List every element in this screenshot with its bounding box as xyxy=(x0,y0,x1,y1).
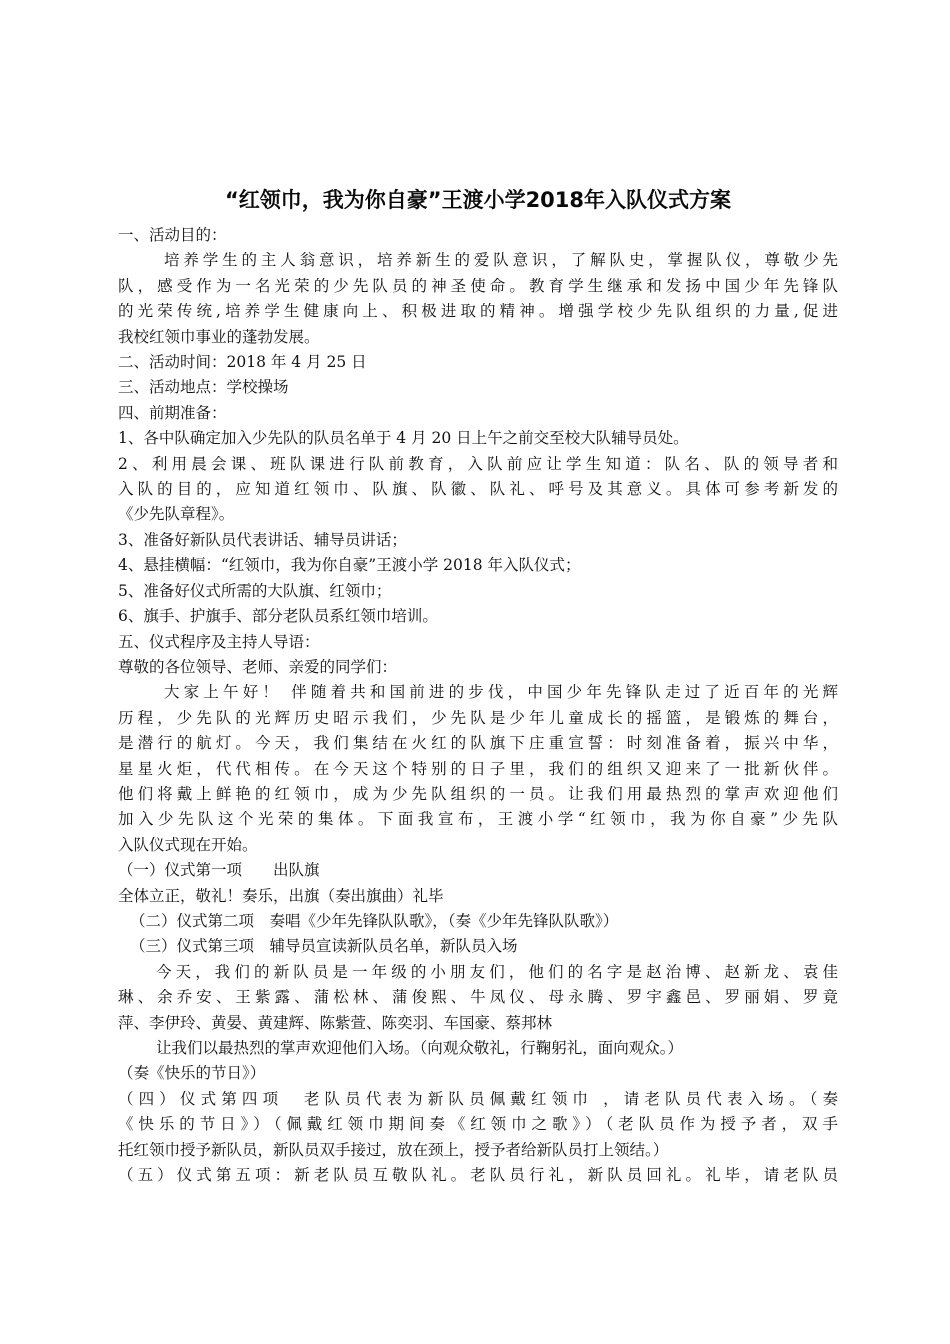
speech-line: 是潜行的航灯。今天，我们集结在火红的队旗下庄重宣誓：时刻准备着，振兴中华， xyxy=(118,734,838,753)
name-list-line: 萍、李伊玲、黄晏、黄建辉、陈紫萱、陈奕羽、车国豪、蔡邦林 xyxy=(118,1013,553,1032)
document-body xyxy=(118,223,838,1188)
ceremony-detail: 托红领巾授予新队员，新队员双手接过，放在颈上，授予者给新队员打上领结。） xyxy=(118,1140,669,1159)
ceremony-detail: （奏《快乐的节日》） xyxy=(118,1064,266,1083)
ceremony-detail: 《快乐的节日》）（佩戴红领巾期间奏《红领巾之歌》）（老队员作为授予者，双手 xyxy=(118,1115,838,1134)
section-heading-location: 三、活动地点：学校操场 xyxy=(118,378,289,397)
list-item: 1、各中队确定加入少先队的队员名单于 4 月 20 日上午之前交至校大队辅导员处。 xyxy=(118,429,689,448)
section-heading-procedure: 五、仪式程序及主持人导语： xyxy=(118,632,320,651)
paragraph-line: 队，感受作为一名光荣的少先队员的神圣使命。教育学生继承和发扬中国少年先锋队 xyxy=(118,276,838,295)
speech-line: 入队仪式现在开始。 xyxy=(118,835,258,854)
list-item: 6、旗手、护旗手、部分老队员系红领巾培训。 xyxy=(118,607,438,626)
ceremony-step: （二）仪式第二项 奏唱《少年先锋队队歌》，（奏《少年先锋队队歌》） xyxy=(130,911,619,930)
paragraph-line: 的光荣传统,培养学生健康向上、积极进取的精神。增强学校少先队组织的力量,促进 xyxy=(118,302,838,321)
list-item: 5、准备好仪式所需的大队旗、红领巾； xyxy=(118,581,392,600)
greeting-line: 尊敬的各位领导、老师、亲爱的同学们： xyxy=(118,657,398,676)
ceremony-step: （五）仪式第五项：新老队员互敬队礼。老队员行礼，新队员回礼。礼毕，请老队员 xyxy=(118,1166,838,1185)
list-item: 2、利用晨会课、班队课进行队前教育，入队前应让学生知道：队名、队的领导者和 xyxy=(118,454,838,473)
section-heading-time: 二、活动时间：2018 年 4 月 25 日 xyxy=(118,353,367,372)
paragraph-line: 培养学生的主人翁意识，培养新生的爱队意识，了解队史，掌握队仪，尊敬少先 xyxy=(164,251,838,270)
speech-line: 历程，少先队的光辉历史昭示我们，少先队是少年儿童成长的摇篮，是锻炼的舞台， xyxy=(118,708,838,727)
list-item: 4、悬挂横幅：“红领巾，我为你自豪”王渡小学 2018 年入队仪式； xyxy=(118,556,581,575)
speech-line: 加入少先队这个光荣的集体。下面我宣布，王渡小学“红领巾，我为你自豪”少先队 xyxy=(118,810,838,829)
paragraph-line: 我校红领巾事业的蓬勃发展。 xyxy=(118,327,320,346)
ceremony-step: （三）仪式第三项 辅导员宣读新队员名单，新队员入场 xyxy=(130,937,518,956)
list-item-continuation: 入队的目的，应知道红领巾、队旗、队徽、队礼、呼号及其意义。具体可参考新发的 xyxy=(118,480,838,499)
speech-line: 大家上午好！ 伴随着共和国前进的步伐，中国少年先锋队走过了近百年的光辉 xyxy=(164,683,838,702)
list-item: 3、准备好新队员代表讲话、辅导员讲话； xyxy=(118,530,407,549)
name-list-line: 今天，我们的新队员是一年级的小朋友们，他们的名字是赵治博、赵新龙、袁佳 xyxy=(156,962,838,981)
ceremony-detail: 全体立正，敬礼！奏乐，出旗（奏出旗曲）礼毕 xyxy=(118,886,444,905)
section-heading-preparation: 四、前期准备： xyxy=(118,403,227,422)
ceremony-step: （四）仪式第四项 老队员代表为新队员佩戴红领巾 ，请老队员代表入场。（奏 xyxy=(118,1089,838,1108)
section-heading-purpose: 一、活动目的： xyxy=(118,226,227,244)
name-list-line: 琳、余乔安、王紫露、蒲松林、蒲俊熙、牛凤仪、母永腾、罗宇鑫邑、罗丽娟、罗竟 xyxy=(118,988,838,1007)
speech-line: 他们将戴上鲜艳的红领巾，成为少先队组织的一员。让我们用最热烈的掌声欢迎他们 xyxy=(118,784,838,803)
document-title: “红领巾，我为你自豪”王渡小学2018年入队仪式方案 xyxy=(224,188,732,212)
list-item-continuation: 《少先队章程》。 xyxy=(118,505,235,524)
speech-line: 星星火炬，代代相传。在今天这个特别的日子里，我们的组织又迎来了一批新伙伴。 xyxy=(118,759,838,778)
ceremony-detail: 让我们以最热烈的掌声欢迎他们入场。（向观众敬礼，行鞠躬礼，面向观众。） xyxy=(156,1039,684,1057)
ceremony-step: （一）仪式第一项 出队旗 xyxy=(118,861,320,880)
